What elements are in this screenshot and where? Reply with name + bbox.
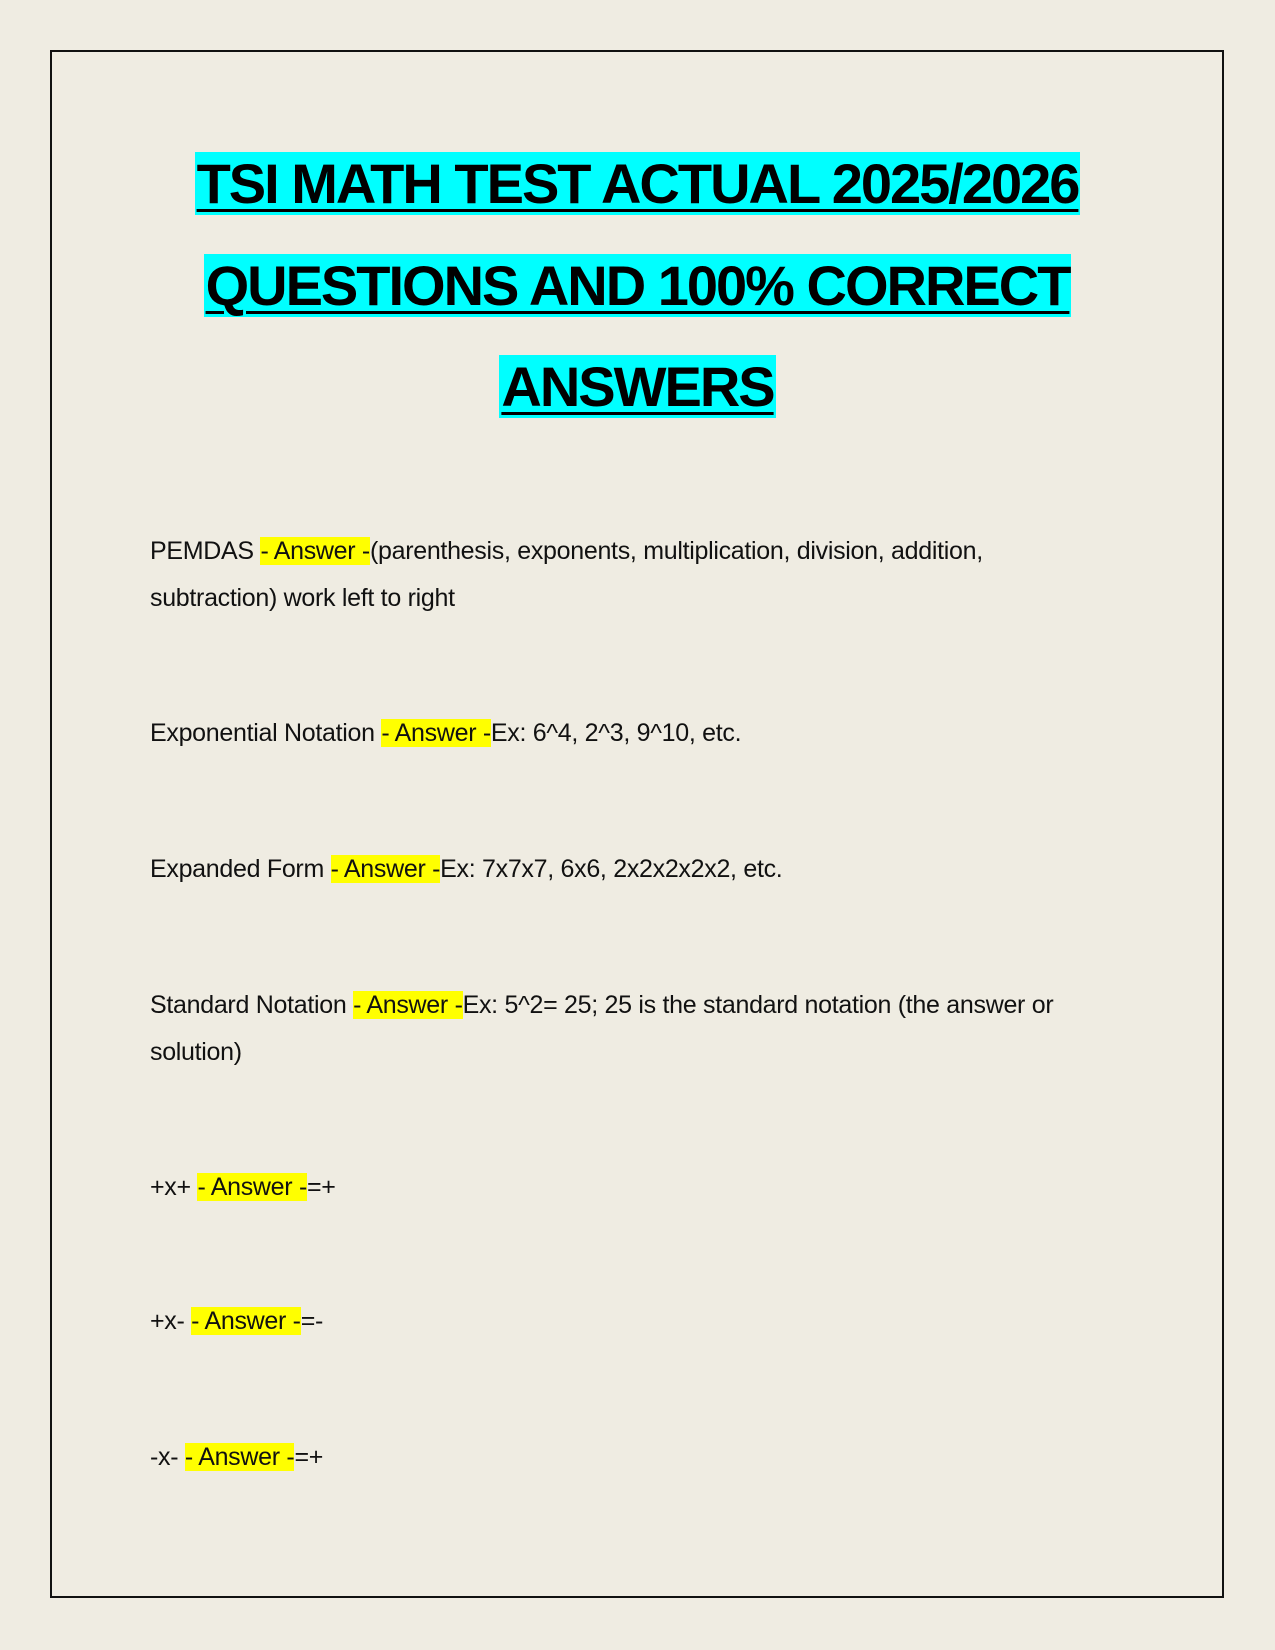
question-term: Expanded Form	[150, 855, 331, 883]
qa-entry	[150, 1434, 1090, 1481]
question-term: Exponential Notation	[150, 719, 382, 747]
answer-marker: - Answer -	[330, 855, 441, 883]
answer-text: Ex: 5^2= 25; 25 is the standard notation (the answer or solution)	[150, 991, 1054, 1066]
answer-marker: - Answer -	[191, 1307, 301, 1335]
question-term: +x+	[150, 1173, 198, 1201]
qa-entry	[150, 846, 1090, 893]
question-term: -x-	[150, 1443, 185, 1471]
qa-entry	[150, 1298, 1090, 1345]
answer-marker: - Answer -	[260, 537, 370, 565]
answer-text: Ex: 7x7x7, 6x6, 2x2x2x2x2, etc.	[440, 855, 783, 883]
title-text: ANSWERS	[501, 355, 774, 418]
answer-text: Ex: 6^4, 2^3, 9^10, etc.	[490, 719, 742, 747]
question-term: +x-	[150, 1307, 192, 1335]
title-text: QUESTIONS AND 100% CORRECT	[205, 254, 1070, 317]
question-term: PEMDAS	[150, 537, 261, 565]
qa-entry	[150, 982, 1090, 1076]
answer-marker: - Answer -	[353, 991, 463, 1019]
answer-text: =+	[294, 1443, 324, 1471]
answer-marker: - Answer -	[197, 1173, 307, 1201]
qa-entry	[150, 1164, 1090, 1211]
title-line-3	[0, 353, 1275, 421]
question-term: Standard Notation	[150, 991, 354, 1019]
answer-text: =-	[300, 1307, 324, 1335]
title-text: TSI MATH TEST ACTUAL 2025/2026	[196, 152, 1079, 215]
answer-marker: - Answer -	[381, 719, 491, 747]
answer-text: (parenthesis, exponents, multiplication, division, addition, subtraction) work left to right	[150, 537, 983, 612]
title-line-2	[0, 252, 1275, 320]
qa-entry	[150, 710, 1090, 757]
answer-text: =+	[306, 1173, 336, 1201]
answer-marker: - Answer -	[184, 1443, 295, 1471]
qa-entry	[150, 528, 1090, 622]
title-line-1	[0, 150, 1275, 218]
